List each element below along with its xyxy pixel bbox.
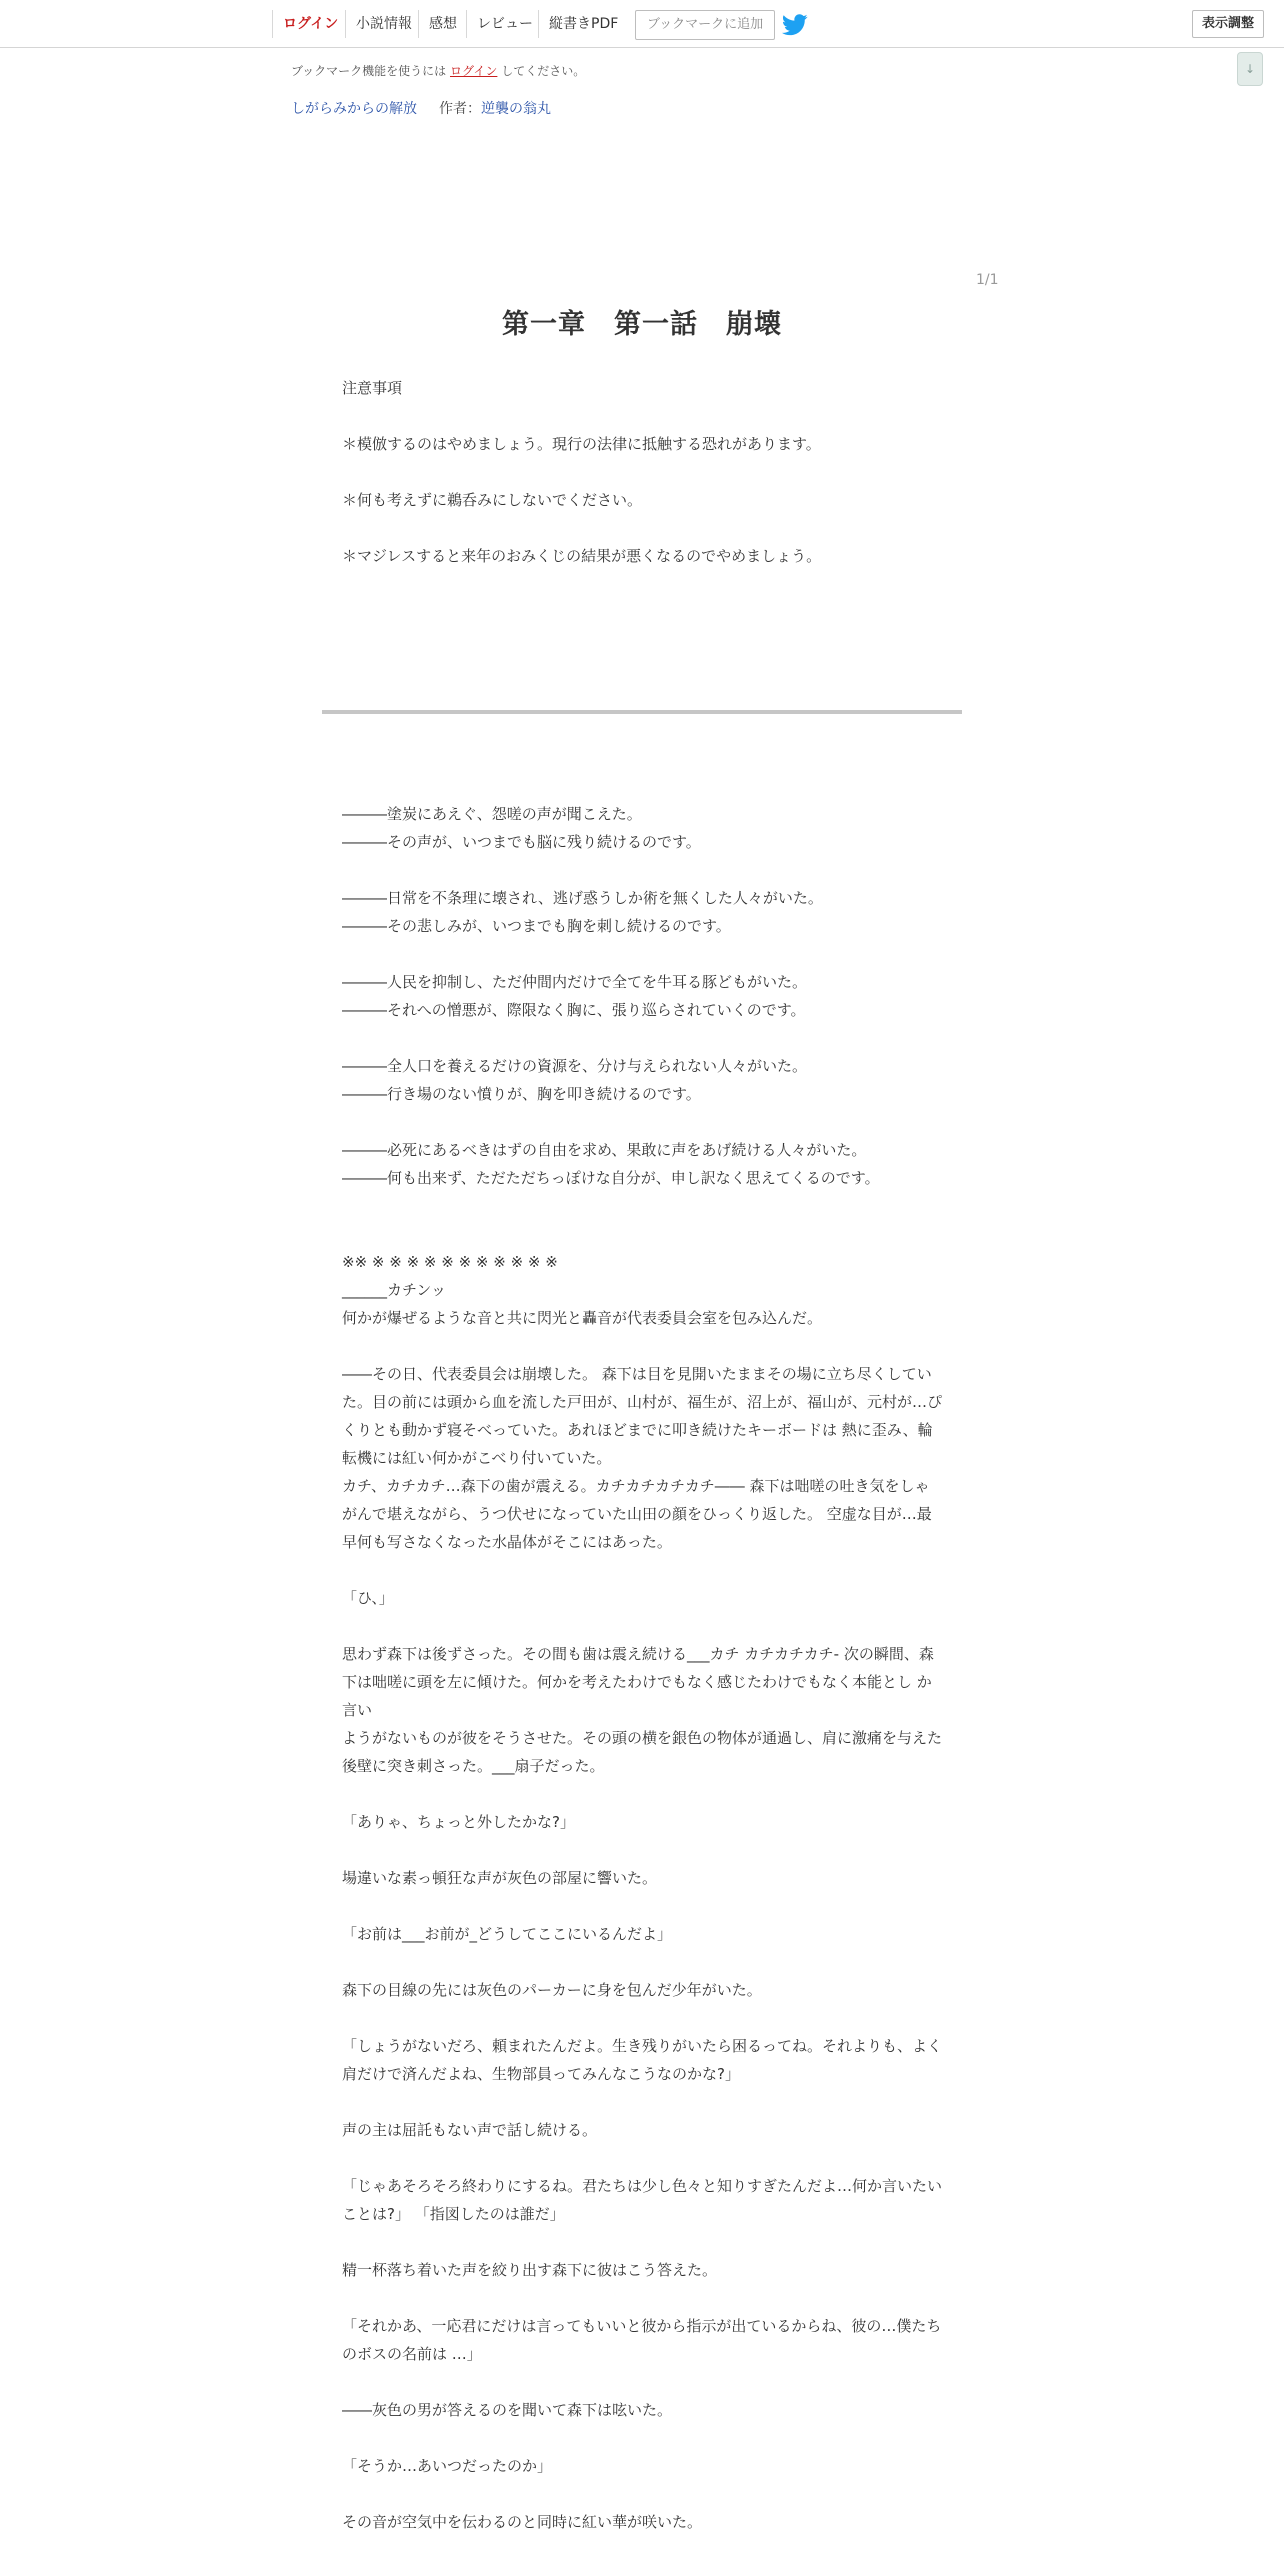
body-line: ―――何も出来ず、ただただちっぽけな自分が、申し訳なく思えてくるのです。 [342,1169,880,1187]
body-paragraph: カチ、カチカチ…森下の歯が震える。カチカチカチカチ―― 森下は咄嗟の吐き気をしゃがんで堪えながら、うつ伏せになっていた山田の顔をひっくり返した。 空虚な目が…最早何も写さなくなった水晶体がそこにはあった。 [342,1477,932,1551]
foreword-heading: 注意事項 [342,379,403,397]
foreword-note: ＊何も考えずに鵜呑みにしないでください。 [342,491,643,509]
body-paragraph: ――その日、代表委員会は崩壊した。 森下は目を見開いたままその場に立ち尽くしていた。目の前には頭から血を流した戸田が、山村が、福生が、沼上が、福山が、元村が…ぴくりとも動かず寝そべっていた。あれほどまでに叩き続けたキーボードは 熱に歪み、輪転機には紅い何かがこべり付いていた。 [342,1365,943,1467]
scroll-down-button[interactable]: ↓ [1237,52,1263,86]
body-paragraph: 「ありゃ、ちょっと外したかな?」 [342,1813,575,1831]
body-paragraph: ――灰色の男が答えるのを聞いて森下は呟いた。 [342,2401,673,2419]
body-paragraph: 「ひ、」 [342,1589,394,1607]
bookmark-notice-text: ブックマーク機能を使うには [291,64,450,78]
body-line: ―――行き場のない憤りが、胸を叩き続けるのです。 [342,1085,701,1103]
twitter-icon[interactable] [782,14,808,36]
page-indicator: 1/1 [976,272,999,288]
body-line: ―――それへの憎悪が、際限なく胸に、張り巡らされていくのです。 [342,1001,806,1019]
scene-separator: ※※ ※ ※ ※ ※ ※ ※ ※ ※ ※ ※ ※ [342,1253,558,1271]
body-line: ______カチンッ [342,1281,446,1299]
body-paragraph: 「それかあ、一応君にだけは言ってもいいと彼から指示が出ているからね、彼の…僕たちのボスの名前は …」 [342,2317,942,2363]
body-line: ―――日常を不条理に壊され、逃げ惑うしか術を無くした人々がいた。 [342,889,823,907]
body-line: ―――その悲しみが、いつまでも胸を刺し続けるのです。 [342,917,731,935]
bookmark-notice [291,62,585,79]
section-divider [322,710,962,714]
bookmark-notice-login-link[interactable]: ログイン [449,64,498,78]
nav-novel-info-link[interactable]: 小説情報 [345,10,422,38]
body-paragraph: 場違いな素っ頓狂な声が灰色の部屋に響いた。 [342,1869,658,1887]
foreword-note: ＊マジレスすると来年のおみくじの結果が悪くなるのでやめましょう。 [342,547,822,565]
nav-impressions-link[interactable]: 感想 [418,10,467,38]
add-bookmark-button[interactable]: ブックマークに追加 [635,10,775,40]
body-paragraph: 森下の目線の先には灰色のパーカーに身を包んだ少年がいた。 [342,1981,762,1999]
novel-title-link[interactable]: しがらみからの解放 [291,101,417,117]
chapter-title: 第一章 第一話 崩壊 [502,309,782,340]
nav-login-link[interactable]: ログイン [272,10,348,38]
body-line: ―――必死にあるべきはずの自由を求め、果敢に声をあげ続ける人々がいた。 [342,1141,867,1159]
bookmark-notice-text-end: してください。 [497,64,586,78]
body-line: ―――全人口を養えるだけの資源を、分け与えられない人々がいた。 [342,1057,808,1075]
author-link[interactable]: 逆襲の翁丸 [481,101,551,117]
body-line: ―――人民を抑制し、ただ仲間内だけで全てを牛耳る豚どもがいた。 [342,973,808,991]
author-label: 作者： [439,101,481,117]
body-paragraph: 声の主は屈託もない声で話し続ける。 [342,2121,598,2139]
nav-review-link[interactable]: レビュー [466,10,543,38]
foreword-note: ＊模倣するのはやめましょう。現行の法律に抵触する恐れがあります。 [342,435,821,453]
body-paragraph: 「じゃあそろそろ終わりにするね。君たちは少し色々と知りすぎたんだよ…何か言いたいことは?」 「指図したのは誰だ」 [342,2177,943,2223]
body-paragraph: その音が空気中を伝わるのと同時に紅い華が咲いた。 [342,2513,703,2531]
nav-vertical-pdf-link[interactable]: 縦書きPDF [538,10,628,38]
novel-meta [291,98,551,118]
body-line: ―――その声が、いつまでも脳に残り続けるのです。 [342,833,701,851]
body-paragraph: 何かが爆ぜるような音と共に閃光と轟音が代表委員会室を包み込んだ。 [342,1309,823,1327]
body-paragraph: 「そうか…あいつだったのか」 [342,2457,553,2475]
body-paragraph: 思わず森下は後ずさった。その間も歯は震え続ける___カチ カチカチカチ- 次の瞬間、森下は咄嗟に頭を左に傾けた。何かを考えたわけでもなく感じたわけでもなく本能とし か言い [342,1645,934,1719]
foreword [342,374,942,570]
body-paragraph: 精一杯落ち着いた声を絞り出す森下に彼はこう答えた。 [342,2261,718,2279]
top-navigation [0,0,1284,48]
body-paragraph: 「お前は___お前が_どうしてここにいるんだよ」 [342,1925,673,1943]
display-settings-button[interactable]: 表示調整 [1192,10,1264,38]
body-line: ―――塗炭にあえぐ、怨嗟の声が聞こえた。 [342,805,642,823]
novel-body [342,800,942,2564]
body-paragraph: 「しょうがないだろ、頼まれたんだよ。生き残りがいたら困るってね。それよりも、よく肩だけで済んだよね、生物部員ってみんなこうなのかな?」 [342,2037,943,2083]
body-paragraph: ようがないものが彼をそうさせた。その頭の横を銀色の物体が通過し、肩に激痛を与えた後壁に突き刺さった。___扇子だった。 [342,1729,943,1775]
